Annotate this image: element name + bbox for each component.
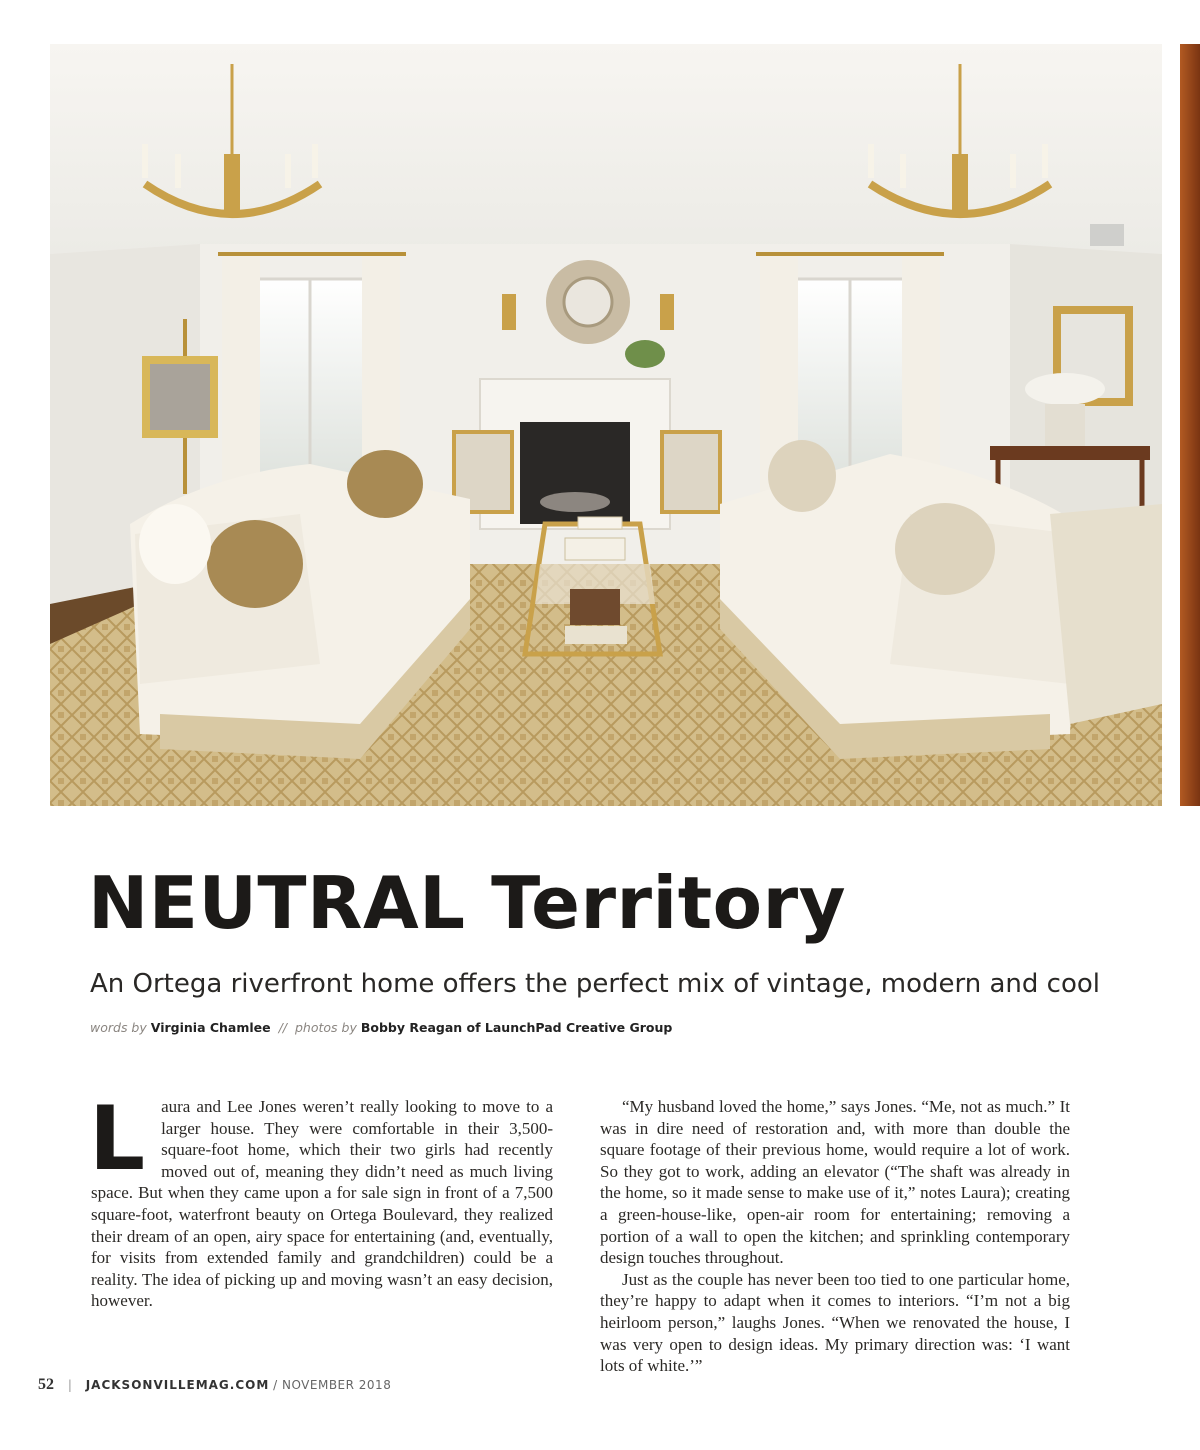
- photos-by-label: photos by: [294, 1020, 357, 1035]
- page-footer: [38, 1376, 391, 1394]
- body-column-left: [89, 1087, 553, 1312]
- body-paragraph: Just as the couple has never been too tied to one particular home, they’re happy to adapt when it comes to interiors. “I’m not a big heirloom person,” laughs Jones. “When we renovated the house, I was very open to design ideas. My primary direction was: ‘I want lots of white.’”: [600, 1269, 1070, 1376]
- photographer-name: Bobby Reagan of LaunchPad Creative Group: [360, 1020, 673, 1035]
- byline-divider: //: [278, 1020, 288, 1035]
- page-number: 52: [38, 1376, 54, 1393]
- body-paragraph: aura and Lee Jones weren’t really looking to move to a larger house. They were comfortable in their 3,500-square-foot home, which their two girls had recently moved out of, meaning they didn’t need as much living space. But when they came upon a for sale sign in front of a 7,500 square-foot, waterfront beauty on Ortega Boulevard, they realized their dream of an open, airy space for entertaining (and, eventually, for visits from extended family and grandchildren) could be a reality. The idea of picking up and moving wasn’t an easy decision, however.: [91, 1097, 553, 1311]
- headline: NEUTRAL Territory: [88, 861, 847, 945]
- footer-divider: |: [67, 1378, 72, 1392]
- byline: [90, 1020, 672, 1035]
- magazine-site[interactable]: JACKSONVILLEMAG.COM: [85, 1378, 270, 1392]
- words-by-label: words by: [90, 1020, 147, 1035]
- body-column-right: [600, 1096, 1070, 1377]
- living-room-photo: [50, 44, 1162, 806]
- adjacent-page-edge: [1180, 44, 1200, 806]
- deck-subtitle: An Ortega riverfront home offers the perfect mix of vintage, modern and cool: [90, 969, 1100, 999]
- issue-date: / NOVEMBER 2018: [273, 1378, 392, 1392]
- drop-cap: L: [89, 1087, 146, 1190]
- body-paragraph: “My husband loved the home,” says Jones. “Me, not as much.” It was in dire need of restoration and, with more than double the square footage of their previous home, would require a lot of work. So they got to work, adding an elevator (“The shaft was already in the home, so it made sense to make use of it,” notes Laura); creating a green-house-like, open-air room for entertaining; removing a portion of a wall to open the kitchen; and sprinkling contemporary design touches throughout.: [600, 1097, 1070, 1268]
- writer-name: Virginia Chamlee: [150, 1020, 271, 1035]
